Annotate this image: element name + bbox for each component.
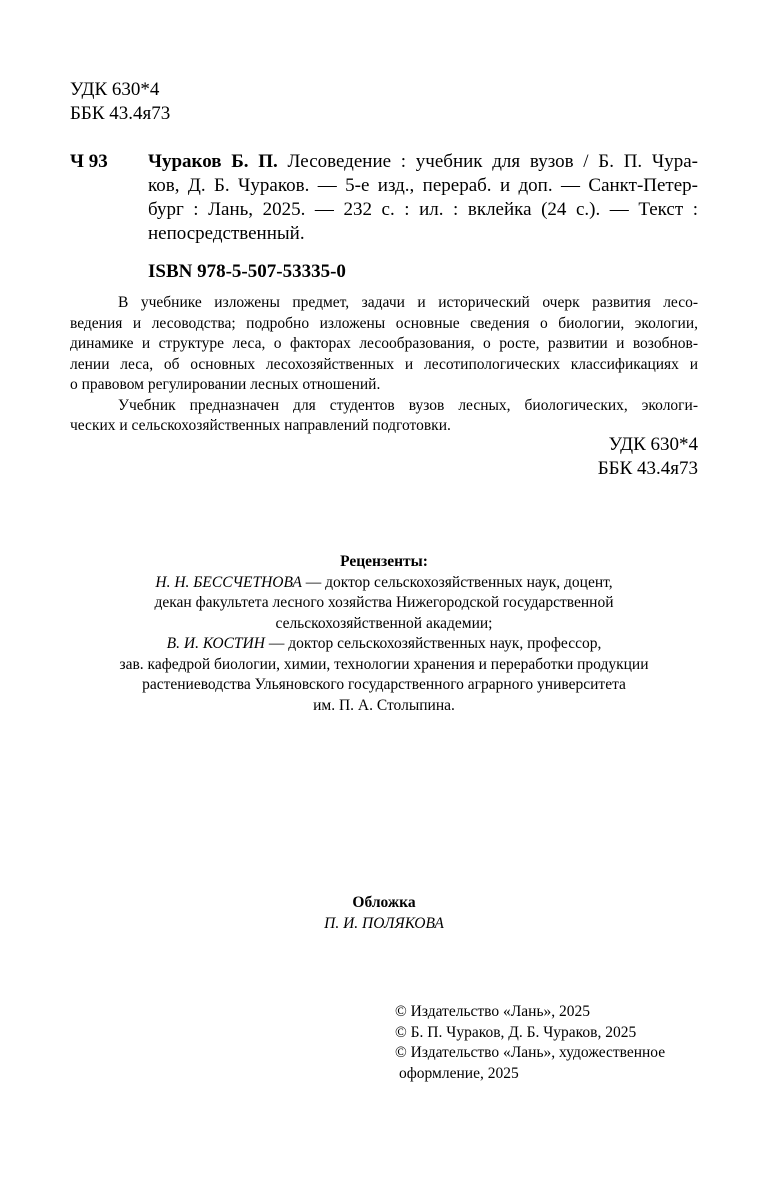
reviewer-1-line-2: декан факультета лесного хозяйства Нижегородской государственной [154,594,614,611]
catalog-line-2: ков, Д. Б. Чураков. — 5-е изд., перераб. и доп. — Санкт-Петер- [148,175,698,196]
reviewer-1-name: Н. Н. БЕССЧЕТНОВА [155,573,302,591]
udk-code: УДК 630*4 [70,79,160,100]
cover-artist: П. И. ПОЛЯКОВА [324,914,444,932]
cover-credit [70,893,698,934]
isbn: ISBN 978-5-507-53335-0 [148,261,346,282]
copyright-line-2: © Б. П. Чураков, Д. Б. Чураков, 2025 [395,1023,637,1041]
copyright-line-1: © Издательство «Лань», 2025 [395,1003,591,1020]
copyright-line-3: © Издательство «Лань», художественное [395,1044,666,1061]
reviewer-2-line-1: В. И. КОСТИН — доктор сельскохозяйственных наук, профессор, [166,635,602,652]
reviewer-1-line-1: Н. Н. БЕССЧЕТНОВА — доктор сельскохозяйственных наук, доцент, [155,573,613,591]
abstract-p1-line: динамике и структуре леса, о факторах лесообразования, о росте, развитии и возобнов- [70,335,698,352]
abstract-p2-line: Учебник предназначен для студентов вузов лесных, биологических, экологи- [118,396,698,414]
catalog-entry [148,150,698,246]
footer-codes [498,433,698,481]
catalog-line-1 [148,150,698,174]
footer-udk-code: УДК 630*4 [608,434,698,455]
bbk-code: ББК 43.4я73 [70,103,171,124]
abstract-p1-last: о правовом регулировании лесных отношений. [70,376,381,393]
abstract-p1-line: В учебнике изложены предмет, задачи и исторический очерк развития лесо- [118,294,698,311]
reviewer-2-line-3: растениеводства Ульяновского государственного аграрного университета [142,676,626,693]
abstract-p1-line: ведения и лесоводства; подробно изложены основные сведения о биологии, экологии, [70,314,698,332]
copyright-block [395,1002,695,1084]
abstract-p2-last: ческих и сельскохозяйственных направлений подготовки. [70,417,451,434]
catalog-line-1-rest: Лесоведение : учебник для вузов / Б. П. Чура- [287,151,699,172]
reviewer-2-line-2: зав. кафедрой биологии, химии, технологии хранения и переработки продукции [119,655,649,673]
abstract-p1-line: лении леса, об основных лесохозяйственных и лесотипологических классификациях и [70,355,698,373]
reviewer-1-line-3: сельскохозяйственной академии; [275,614,493,632]
cover-title: Обложка [352,894,416,911]
abstract [70,293,698,437]
reviewer-2-line-4: им. П. А. Столыпина. [313,696,455,714]
catalog-line-3: бург : Лань, 2025. — 232 с. : ил. : вклейка (24 с.). — Текст : [148,199,698,220]
catalog-line-4: непосредственный. [148,223,305,244]
catalog-code: Ч 93 [70,151,108,172]
reviewer-2-name: В. И. КОСТИН [166,635,265,652]
footer-bbk-code: ББК 43.4я73 [597,458,698,479]
catalog-author: Чураков Б. П. [148,151,278,172]
reviewers [70,552,698,716]
header-codes [70,78,170,126]
reviewers-title: Рецензенты: [340,553,428,570]
copyright-line-4: оформление, 2025 [399,1064,519,1082]
